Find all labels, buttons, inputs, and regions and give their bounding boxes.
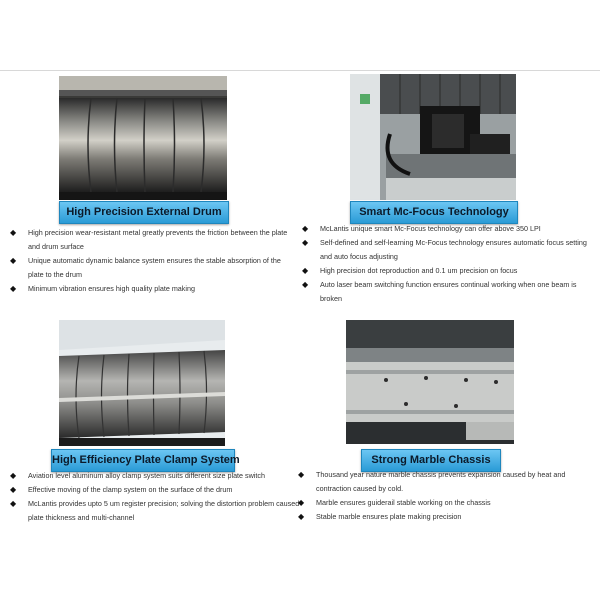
list-item: ◆ Auto laser beam switching function ensures continual working when one beam is broken — [302, 280, 577, 303]
diamond-bullet-icon: ◆ — [10, 499, 17, 508]
list-item: ◆ Marble ensures guiderail stable working on the chassis — [296, 496, 596, 510]
plate-clamp-photo — [59, 320, 225, 446]
diamond-bullet-icon: ◆ — [10, 284, 17, 293]
list-item: ◆ Aviation level aluminum alloy clamp system suits different size plate switch — [8, 469, 300, 483]
list-item: ◆ McLantis provides upto 5 um register precision; solving the distortion problem caused plate thickness and multi-channel — [10, 499, 300, 522]
section-title-clamp: High Efficiency Plate Clamp System — [51, 449, 235, 472]
diamond-bullet-icon: ◆ — [10, 471, 17, 480]
clamp-bullets — [8, 469, 300, 525]
diamond-bullet-icon: ◆ — [298, 512, 305, 521]
list-item: ◆ Stable marble ensures plate making precision — [296, 510, 596, 524]
list-item: ◆ Unique automatic dynamic balance system ensures the stable absorption of the plate to the drum — [10, 256, 281, 279]
diamond-bullet-icon: ◆ — [298, 498, 305, 507]
diamond-bullet-icon: ◆ — [302, 238, 309, 247]
focus-bullets — [300, 222, 592, 306]
list-item: ◆ McLantis unique smart Mc-Focus technology can offer above 350 LPI — [300, 222, 592, 236]
section-title-marble: Strong Marble Chassis — [361, 449, 501, 472]
drum-bullets — [8, 226, 298, 296]
section-title-focus: Smart Mc-Focus Technology — [350, 201, 518, 224]
focus-module-photo — [350, 74, 516, 200]
diamond-bullet-icon: ◆ — [302, 224, 309, 233]
diamond-bullet-icon: ◆ — [10, 256, 17, 265]
diamond-bullet-icon: ◆ — [10, 485, 17, 494]
list-item: ◆ Effective moving of the clamp system on the surface of the drum — [8, 483, 300, 497]
list-item: ◆ Thousand year nature marble chassis prevents expansion caused by heat and contraction caused by cold. — [298, 470, 566, 493]
marble-chassis-photo — [346, 320, 514, 444]
list-item: ◆ High precision wear-resistant metal greatly prevents the friction between the plate and drum surface — [10, 228, 288, 251]
list-item: ◆ High precision dot reproduction and 0.1 um precision on focus — [300, 264, 592, 278]
diamond-bullet-icon: ◆ — [298, 470, 305, 479]
diamond-bullet-icon: ◆ — [302, 266, 309, 275]
top-divider — [0, 70, 600, 71]
section-title-drum: High Precision External Drum — [59, 201, 229, 224]
marble-bullets — [296, 468, 596, 524]
list-item: ◆ Self-defined and self-learning Mc-Focus technology ensures automatic focus setting and auto focus adjusting — [302, 238, 587, 261]
diamond-bullet-icon: ◆ — [10, 228, 17, 237]
diamond-bullet-icon: ◆ — [302, 280, 309, 289]
drum-photo — [59, 76, 227, 200]
list-item: ◆ Minimum vibration ensures high quality plate making — [8, 282, 298, 296]
